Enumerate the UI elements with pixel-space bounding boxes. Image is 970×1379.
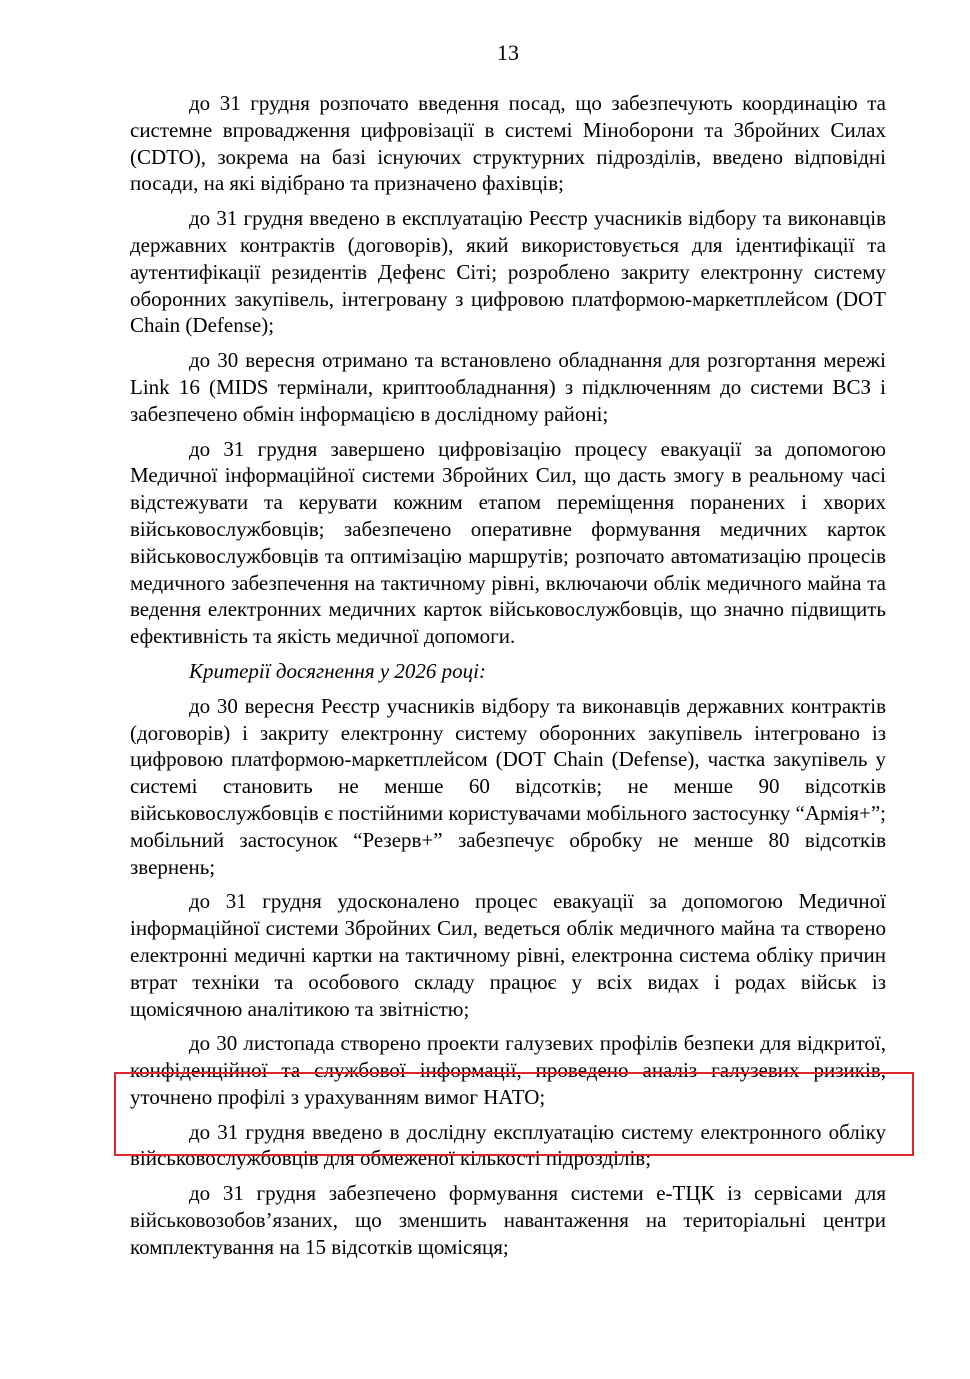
paragraph-medical-evacuation-digitalization: до 31 грудня завершено цифровізацію процесу евакуації за допомогою Медичної інформаційної системи Збройних Сил, що дасть змогу в реальному часі відстежувати та керувати кожним етапом переміщення поранених і хворих військовослужбовців; забезпечено оперативне формування медичних карток військовослужбовців та оптимізацію маршрутів; розпочато автоматизацію процесів медичного забезпечення на тактичному рівні, включаючи облік медичного майна та ведення електронних медичних карток військовослужбовців, що значно підвищить ефективність та якість медичної допомоги. [130, 436, 886, 649]
paragraph-e-tck-system: до 31 грудня забезпечено формування системи е-ТЦК із сервісами для військовозобов’язаних, що зменшить навантаження на територіальні центри комплектування на 15 відсотків щомісяця; [130, 1181, 886, 1259]
paragraph-link16-network: до 30 вересня отримано та встановлено обладнання для розгортання мережі Link 16 (MIDS термінали, криптообладнання) з підключенням до системи ВСЗ і забезпечено обмін інформацією в дослідному районі; [130, 348, 886, 426]
paragraph-registry-integration-2026: до 30 вересня Реєстр учасників відбору та виконавців державних контрактів (договорів) і закриту електронну систему оборонних закупівель інтегровано із цифровою платформою-маркетплейсом (DOT Chain (Defense), частка закупівель у системі становить не менше 60 відсотків; не менше 90 відсотків військовослужбовців є постійними користувачами мобільного застосунку “Армія+”; мобільний застосунок “Резерв+” забезпечує обробку не менше 80 відсотків звернень; [130, 693, 886, 879]
paragraph-medical-evacuation-improvement: до 31 грудня удосконалено процес евакуації за допомогою Медичної інформаційної системи Збройних Сил, ведеться облік медичного майна та створено електронні медичні картки на тактичному рівні, електронна система обліку причин втрат техніки та особового складу працює у всіх видах і родах військ із щомісячною аналітикою та звітністю; [130, 889, 886, 1021]
paragraph-security-profiles: до 30 листопада створено проекти галузевих профілів безпеки для відкритої, конфіденційної та службової інформації, проведено аналіз галузевих ризиків, уточнено профілі з урахуванням вимог НАТО; [130, 1031, 886, 1109]
paragraph-electronic-accounting-system: до 31 грудня введено в дослідну експлуатацію систему електронного обліку військовослужбовців для обмеженої кількості підрозділів; [130, 1119, 886, 1171]
document-body [130, 90, 886, 1269]
section-heading-criteria-2026: Критерії досягнення у 2026 році: [189, 658, 486, 683]
paragraph-cdto-positions: до 31 грудня розпочато введення посад, що забезпечують координацію та системне впровадження цифровізації в системі Міноборони та Збройних Силах (CDTO), зокрема на базі існуючих структурних підрозділів, введено відповідні посади, на які відібрано та призначено фахівців; [130, 91, 886, 196]
paragraph-contractors-registry: до 31 грудня введено в експлуатацію Реєстр учасників відбору та виконавців державних контрактів (договорів), який використовується для ідентифікації та аутентифікації резидентів Дефенс Сіті; розроблено закриту електронну систему оборонних закупівель, інтегровану з цифровою платформою-маркетплейсом (DOT Chain (Defense); [130, 206, 886, 338]
page-number: 13 [497, 40, 519, 65]
